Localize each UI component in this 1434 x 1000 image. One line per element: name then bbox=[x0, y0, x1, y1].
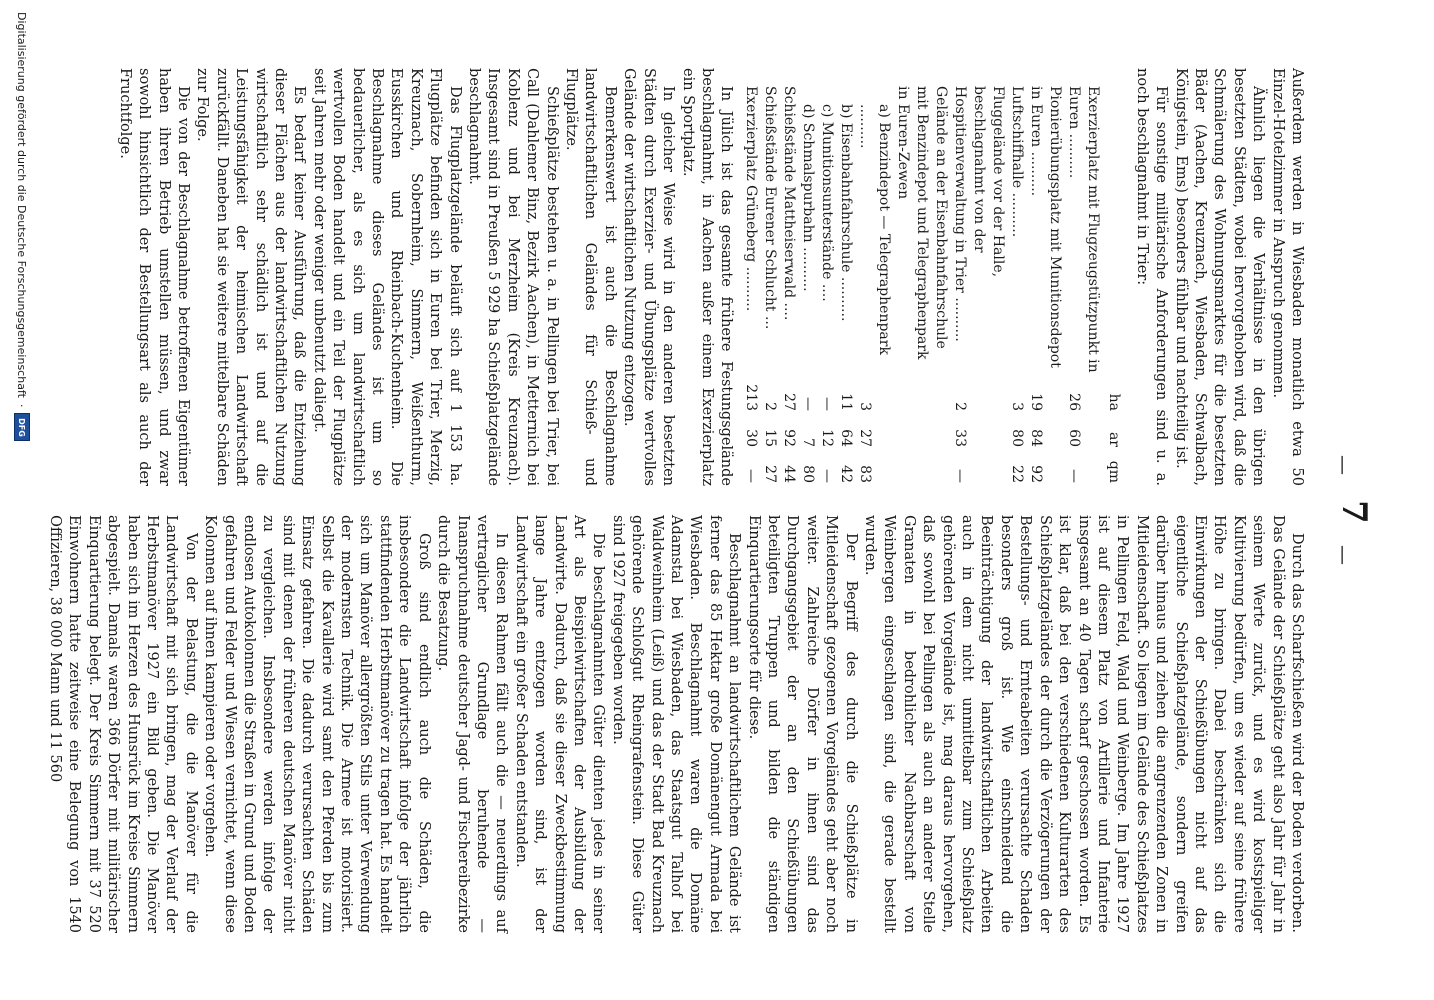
table-row bbox=[760, 68, 779, 486]
row-label: d) Schmalspurbahn .......... bbox=[800, 104, 817, 292]
row-ar: 15 bbox=[762, 429, 779, 447]
table-header-ha: ha bbox=[1106, 393, 1123, 411]
row-qm: 44 bbox=[781, 465, 798, 483]
paragraph: Durch das Scharfschießen wird der Boden verdorben. Das Gelände der Schießplätze geht also Jahr für Jahr in seinem Werte zurück, und es wird kostspieliger Kultivierung bedürfen, um es wieder auf seine frühere Höhe zu bringen. Dabei beschränken sich die Einwirkungen der Schießübungen nicht auf das eigentliche Schießplatzgelände, sondern greifen darüber hinaus und ziehen die angrenzenden Zonen in Mitleidenschaft. So liegen im Gelände des Schießplatzes in Pellingen Feld, Wald und Weinberge. Im Jahre 1927 ist auf diesem Platz von Artillerie und Infanterie insgesamt an 40 Tagen scharf geschossen worden. Es ist klar, daß bei den verschiedenen Kulturarten des Schießplatzgeländes der durch die Verzögerungen der Bestellungs- und Ernteabeiten verursachte Schaden besonders groß ist. Wie einschneidend die Beeinträchtigung der landwirtschaftlichen Arbeiten auch in dem nicht unmittelbar zum Schießplatz gehörenden Vorgelände ist, mag daraus hervorgehen, daß sowohl bei Pellingen als auch an anderer Stelle Granaten in bedrohlicher Nachbarschaft von Weinbergen eingeschlagen sind, die gerade bestellt wurden. bbox=[862, 515, 1305, 933]
paragraph: In diesen Rahmen fällt auch die — neuerdings auf vertraglicher Grundlage beruhende — Inanspruchnahme deutscher Jagd- und Fischereibezirke durch die Besatzung. bbox=[435, 515, 510, 933]
row-label: Exerzierplatz mit Flugzeugstützpunkt in Euren .......... bbox=[1066, 86, 1102, 373]
table-row bbox=[1007, 68, 1026, 486]
row-qm: 80 bbox=[800, 465, 817, 483]
row-ar bbox=[893, 414, 950, 450]
row-qm: 22 bbox=[1009, 465, 1026, 483]
row-ar: 27 bbox=[857, 429, 874, 447]
table-row bbox=[798, 68, 817, 486]
row-label: Schießstände Eurener Schlucht ... bbox=[762, 86, 779, 330]
row-ha: 3 bbox=[857, 402, 874, 411]
paragraph: Die von der Beschlagnahme betroffenen Eigentümer haben ihren Betrieb umstellen müssen, und zwar sowohl hinsichtlich der Bestellungsart als auch der Fruchtfolge. bbox=[116, 68, 191, 486]
header-dash-left: — bbox=[1332, 455, 1356, 475]
paragraph: Außerdem werden in Wiesbaden monatlich etwa 50 Einzel-Hotelzimmer in Anspruch genommen. bbox=[1269, 68, 1305, 486]
row-ha: 2 bbox=[762, 402, 779, 411]
left-column bbox=[114, 68, 1306, 486]
row-ar: 30 bbox=[743, 429, 760, 447]
row-label: Schießstände Mattheiserwald .... bbox=[781, 86, 798, 321]
paragraph: Beschlagnahmt an landwirtschaftlichem Gelände ist ferner das 85 Hektar große Domänengut Armada bei Wiesbaden. Beschlagnahmt waren die Domäne Adamstal bei Wiesbaden, das Staatsgut Talhof bei Waldweinheim (Leiß) und das der Stadt Bad Kreuznach gehörende Schloßgut Rheingrafenstein. Diese Güter sind 1927 freigegeben worden. bbox=[609, 515, 743, 933]
row-label: Gelände an der Eisenbahnfahrschule mit Benzindepot und Telegraphenpark in Euren-Zewen bbox=[895, 86, 950, 360]
row-qm: 83 bbox=[857, 465, 874, 483]
paragraph: Groß sind endlich auch die Schäden, die insbesondere die Landwirtschaft infolge der jährlich stattfindenden Herbstmanöver zu tragen hat. Es handelt sich um Manöver allergrößten Stils unter Verwendung der modernsten Technik. Die Armee ist motorisiert. Selbst die Kavallerie wird samt den Pferden bis zum Einsatz gefahren. Die dadurch verursachten Schäden sind mit denen der früheren deutschen Manöver nicht zu vergleichen. Insbesondere werden infolge der endlosen Autokolonnen die Straßen in Grund und Boden gefahren und Felder und Wiesen vernichtet, wenn diese Kolonnen auf ihnen kampieren oder vorgehen. bbox=[202, 515, 432, 933]
row-qm: — bbox=[743, 469, 760, 483]
page-header bbox=[1294, 0, 1374, 1000]
row-qm: — bbox=[1066, 469, 1083, 483]
row-ar: 12 bbox=[819, 429, 836, 447]
row-ha: 26 bbox=[1066, 393, 1083, 411]
table-header-ar: ar bbox=[1106, 431, 1123, 447]
row-qm bbox=[893, 450, 950, 486]
row-qm: 92 bbox=[1028, 465, 1045, 483]
row-ha: 19 bbox=[1028, 393, 1045, 411]
row-ar: 84 bbox=[1028, 429, 1045, 447]
row-qm: 27 bbox=[762, 465, 779, 483]
row-label: Exerzierplatz Grüneberg .......... bbox=[743, 86, 760, 312]
paragraph: Der Begriff des durch die Schießplätze in Mitleidenschaft gezogenen Vorgeländes geht aber noch weiter. Zahlreiche Dörfer in ihnen sind das Durchgangsgebiet der an den Schießübungen beteiligten Truppen und bilden die ständigen Einquartierungsorte für diese. bbox=[745, 515, 859, 933]
row-label: Pionierübungsplatz mit Munitionsdepot in Euren .......... bbox=[1028, 86, 1064, 368]
credit-text: Digitalisierung gefördert durch die Deutsche Forschungsgemeinschaft bbox=[15, 12, 29, 398]
row-ha: — bbox=[819, 397, 836, 411]
credit-separator: · bbox=[15, 403, 29, 408]
table-row bbox=[855, 68, 893, 486]
land-area-table bbox=[741, 68, 1125, 486]
row-ha: 2 bbox=[952, 402, 969, 411]
digitization-credit bbox=[14, 0, 30, 1000]
row-label: Luftschiffhalle .......... bbox=[1009, 86, 1026, 238]
paragraph: Das Flugplatzgelände beläuft sich auf 1 153 ha. Flugplätze befinden sich in Euren bei Trier, Merzig, Kreuznach, Sobernheim, Simmern, Weißenthurm, Eusskirchen und Rheinbach-Kuchenheim. Die Beschlagnahme dieses Geländes ist um so bedauerlicher, als es sich um landwirtschaftlich wertvollen Boden handelt und ein Teil der Flugplätze seit Jahren mehr oder weniger unbenutzt daliegt. bbox=[310, 68, 463, 486]
row-label: b) Eisenbahnfahrschule .......... bbox=[838, 104, 855, 322]
row-ha: 3 bbox=[1009, 402, 1026, 411]
paragraph: Bemerkenswert ist auch die Beschlagnahme landwirtschaftlichen Geländes für Schieß- und Flugplätze. bbox=[563, 68, 618, 486]
row-ar: 92 bbox=[781, 429, 798, 447]
row-label: a) Benzindepot — Telegraphenpark .......... bbox=[857, 104, 893, 355]
row-ha: 11 bbox=[838, 393, 855, 411]
row-ha: — bbox=[800, 397, 817, 411]
row-qm: — bbox=[952, 469, 969, 483]
dfg-logo-icon: DFG bbox=[14, 413, 30, 441]
paragraph: Für sonstige militärische Anforderungen sind u. a. noch beschlagnahmt in Trier: bbox=[1133, 68, 1170, 486]
table-row bbox=[1064, 68, 1102, 486]
paragraph: Von der Belastung, die die Manöver für die Landwirtschaft mit sich bringen, mag der Verlauf der Herbstmanöver 1927 ein Bild geben. Die Manöver haben sich im Herzen des Hunsrück im Kreise Simmern abgespielt. Damals waren 366 Dörfer mit militärischer Einquartierung belegt. Der Kreis Simmern mit 37 520 Einwohnern hatte zeitweise eine Belegung von 1540 Offizieren, 38 000 Mann und 11 560 bbox=[47, 515, 199, 933]
row-ar: 7 bbox=[800, 438, 817, 447]
paragraph: In gleicher Weise wird in den anderen besetzten Städten durch Exerzier- und Übungsplätze wertvolles Gelände der wirtschaftlichen Nutzung entzogen. bbox=[621, 68, 677, 486]
table-row bbox=[893, 68, 950, 486]
table-header-row bbox=[1102, 68, 1125, 486]
row-ar: 33 bbox=[952, 429, 969, 447]
paragraph: Schießplätze bestehen u. a. in Pellingen bei Trier, bei Call (Dahlemer Binz, Bezirk Aachen), in Metternich bei Koblenz und bei Merzheim (Kreis Kreuznach). Insgesamt sind in Preußen 5 929 ha Schießplatzgelände beschlagnahmt. bbox=[466, 68, 560, 486]
table-row bbox=[817, 68, 836, 486]
table-row bbox=[836, 68, 855, 486]
table-row bbox=[779, 68, 798, 486]
paragraph: Ähnlich liegen die Verhältnisse in den übrigen besetzten Städten, wobei hervorgehoben wird, daß die Schmälerung des Wohnungsmarktes für die besetzten Bäder (Aachen, Kreuznach, Wiesbaden, Schwalbach, Königstein, Ems) besonders fühlbar und nachteilig ist. bbox=[1172, 68, 1267, 486]
row-ar: 80 bbox=[1009, 429, 1026, 447]
table-header-label bbox=[1102, 68, 1125, 378]
header-dash-right: — bbox=[1332, 545, 1356, 565]
row-ha bbox=[893, 378, 950, 414]
table-row bbox=[950, 68, 1007, 486]
table-row bbox=[741, 68, 760, 486]
row-ar: 64 bbox=[838, 429, 855, 447]
row-qm: — bbox=[819, 469, 836, 483]
row-label: Fluggelände vor der Halle, beschlagnahmt von der Hospitienverwaltung in Trier .......... bbox=[952, 86, 1007, 342]
table-row bbox=[1026, 68, 1064, 486]
paragraph: In Jülich ist das gesamte frühere Festungsgelände beschlagnahmt, in Aachen außer einem Exerzierplatz ein Sportplatz. bbox=[679, 68, 735, 486]
row-ha: 213 bbox=[743, 384, 760, 411]
table-header-qm: qm bbox=[1106, 460, 1123, 483]
row-qm: 42 bbox=[838, 465, 855, 483]
right-column bbox=[45, 515, 1306, 933]
page-number: 7 bbox=[1334, 500, 1374, 524]
paragraph: Es bedarf keiner Ausführung, daß die Entziehung dieser Flächen aus der landwirtschaftlichen Nutzung wirtschaftlich sehr schädlich ist und auf die Leistungsfähigkeit der heimischen Landwirtschaft zurückfällt. Daneben hat sie weitere mittelbare Schäden zur Folge. bbox=[194, 68, 308, 486]
paragraph: Die beschlagnahmten Güter dienten jedes in seiner Art als Beispielwirtschaften der Ausbildung der Landwirte. Dadurch, daß sie dieser Zweckbestimmung lange Jahre entzogen worden sind, ist der Landwirtschaft ein großer Schaden entstanden. bbox=[512, 515, 607, 933]
row-label: c) Munitionsunterstände .... bbox=[819, 104, 836, 302]
row-ar: 60 bbox=[1066, 429, 1083, 447]
row-ha: 27 bbox=[781, 393, 798, 411]
